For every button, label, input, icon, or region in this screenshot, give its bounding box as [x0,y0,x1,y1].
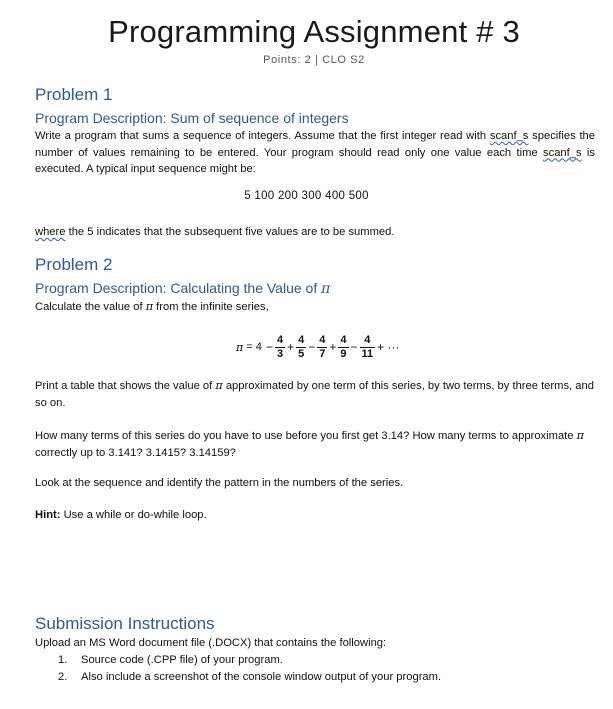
formula-fraction [317,334,327,361]
fraction-numerator: 4 [276,333,284,346]
fraction-denominator: 11 [361,347,374,360]
page-title: Programming Assignment # 3 [108,14,520,49]
problem2-howmany-question [35,428,595,461]
scanf-word-2: scanf_s [543,146,582,159]
pi-symbol: π [145,300,154,313]
howmany-suffix: correctly up to 3.141? 3.1415? 3.14159? [35,446,236,459]
scanf-word: scanf_s [489,130,529,142]
intro-prefix: Calculate the value of [35,301,146,313]
where-word: where [35,226,66,238]
list-item [58,669,578,686]
hint-text: Use a while or do-while loop. [60,509,207,521]
intro-suffix: from the infinite series, [153,301,269,313]
fraction-numerator: 4 [298,333,305,346]
problem1-desc-part3: is executed. A typical input sequence might be: [35,146,595,175]
list-item-text: Source code (.CPP file) of your program. [81,654,283,666]
formula-lhs: π [236,340,244,354]
formula-fraction [296,334,306,361]
problem2-pattern: Look at the sequence and identify the pattern in the numbers of the series. [35,477,404,489]
fraction-denominator: 9 [340,347,347,360]
formula-operator: + [287,340,295,354]
fraction-denominator: 3 [276,347,284,360]
howmany-prefix: How many terms of this series do you have to use before you first get 3.14? How many terms to approximate [35,430,577,442]
fraction-denominator: 5 [298,347,305,360]
pi-symbol: π [215,379,223,392]
problem1-description [35,128,595,178]
submission-heading: Submission Instructions [35,614,215,633]
problem2-intro [35,299,595,316]
formula-fraction [338,334,348,361]
where-rest: the 5 indicates that the subsequent five values are to be summed. [65,226,395,238]
fraction-denominator: 7 [319,347,326,360]
formula-operator: − [350,340,358,354]
list-item-number: 1. [58,654,68,666]
formula-fraction [360,334,376,361]
points-subtitle: Points: 2 | CLO S2 [263,54,365,66]
formula-operator: + [329,340,337,354]
formula-tail: + ··· [377,340,400,354]
list-item [58,652,578,669]
list-item-text: Also include a screenshot of the console window output of your program. [81,670,442,683]
fraction-numerator: 4 [364,333,371,346]
formula-operator: − [265,340,273,354]
problem2-table-instruction [35,378,595,411]
problem2-hint [35,507,595,524]
problem1-desc-part2: specifies the number of values remaining to be entered. Your program should read only one value each time [35,130,596,159]
formula-fraction [275,334,285,361]
submission-list [58,652,578,685]
problem1-subheading: Program Description: Sum of sequence of integers [35,110,349,126]
pi-series-formula [236,327,401,367]
problem1-heading: Problem 1 [35,85,113,104]
table-prefix: Print a table that shows the value of [35,380,216,392]
pi-symbol: π [321,281,331,297]
list-item-number: 2. [58,670,68,683]
problem1-where-line [35,224,595,241]
problem2-heading: Problem 2 [35,255,113,274]
pi-symbol: π [576,429,584,442]
submission-intro: Upload an MS Word document file (.DOCX) that contains the following: [35,637,387,649]
formula-eq: = 4 [243,341,265,353]
input-sequence: 5 100 200 300 400 500 [244,190,369,202]
problem2-subheading-text: Program Description: Calculating the Value of [35,280,322,296]
hint-label: Hint: [35,509,61,521]
problem1-desc-part1: Write a program that sums a sequence of integers. Assume that the first integer read with [35,130,490,142]
table-suffix: approximated by one term of this series, by two terms, by three terms, and so on. [35,380,594,409]
problem2-subheading [35,280,330,297]
fraction-numerator: 4 [340,333,347,346]
formula-operator: − [308,340,316,354]
fraction-numerator: 4 [319,333,326,346]
